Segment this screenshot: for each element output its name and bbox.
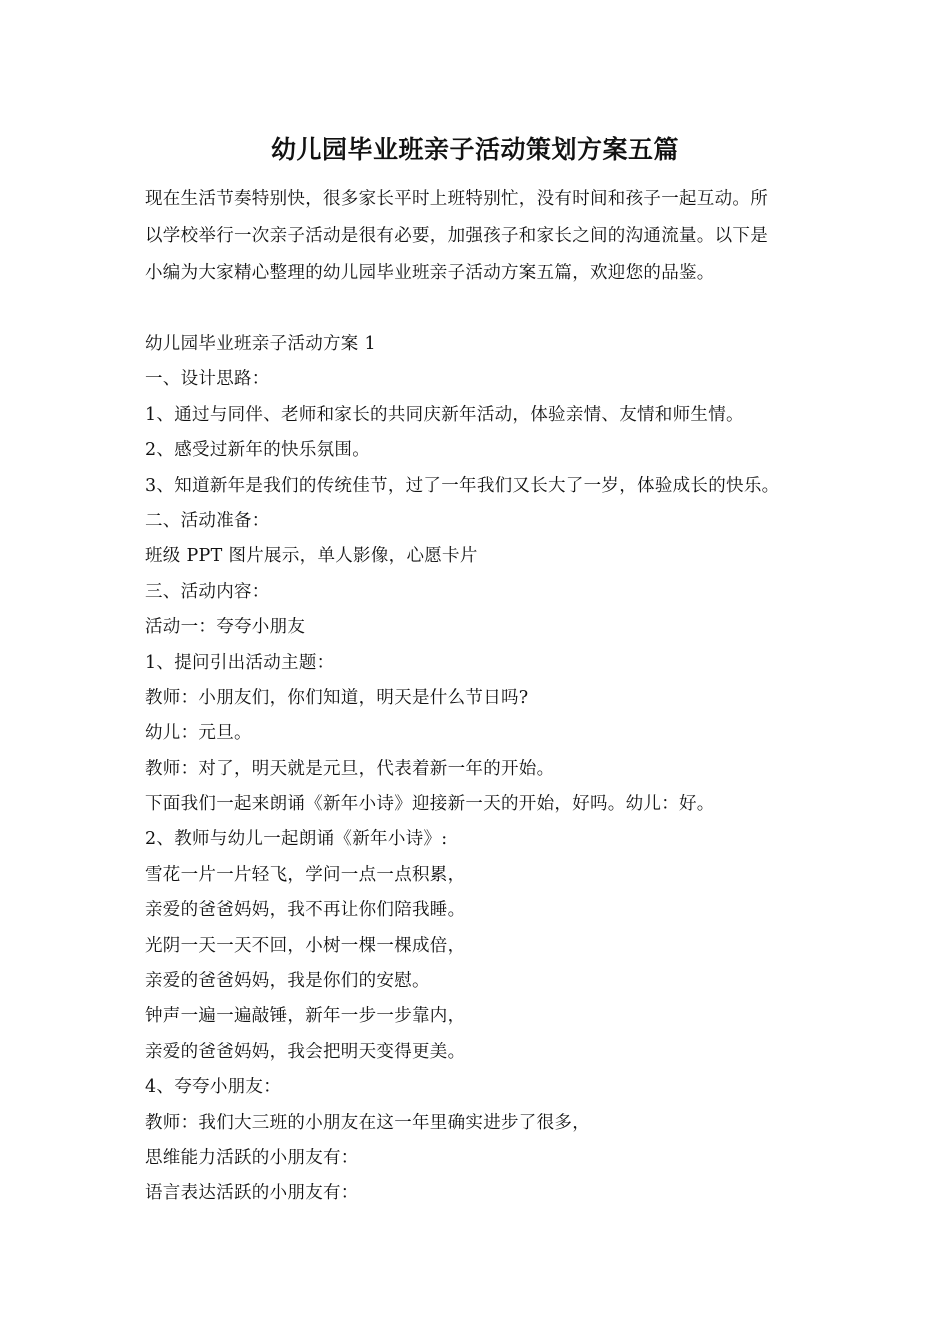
poem-line: 亲爱的爸爸妈妈，我不再让你们陪我睡。 — [145, 900, 466, 921]
body-line: 教师：小朋友们，你们知道，明天是什么节日吗? — [145, 687, 529, 708]
body-line: 语言表达活跃的小朋友有： — [145, 1183, 359, 1204]
body-line: 2、感受过新年的快乐氛围。 — [145, 440, 371, 461]
body-line: 1、通过与同伴、老师和家长的共同庆新年活动，体验亲情、友情和师生情。 — [145, 404, 744, 425]
subsection-heading: 三、活动内容： — [145, 581, 270, 602]
poem-line: 钟声一遍一遍敲锤，新年一步一步靠内， — [145, 1006, 466, 1027]
body-line: 1、提问引出活动主题： — [145, 652, 335, 673]
poem-line: 亲爱的爸爸妈妈，我会把明天变得更美。 — [145, 1041, 466, 1062]
body-line: 思维能力活跃的小朋友有： — [145, 1147, 359, 1168]
intro-line: 以学校举行一次亲子活动是很有必要，加强孩子和家长之间的沟通流量。以下是 — [145, 226, 768, 246]
document-body — [145, 327, 825, 1212]
intro-line: 现在生活节奏特别快，很多家长平时上班特别忙，没有时间和孩子一起互动。所 — [145, 189, 768, 209]
body-line: 教师：对了，明天就是元旦，代表着新一年的开始。 — [145, 758, 555, 779]
body-line: 教师：我们大三班的小朋友在这一年里确实进步了很多， — [145, 1112, 590, 1133]
intro-paragraph — [145, 181, 815, 292]
intro-line: 小编为大家精心整理的幼儿园毕业班亲子活动方案五篇，欢迎您的品鉴。 — [145, 263, 715, 283]
document-title: 幼儿园毕业班亲子活动策划方案五篇 — [270, 135, 679, 164]
body-line: 2、教师与幼儿一起朗诵《新年小诗》: — [145, 829, 448, 850]
poem-line: 光阴一天一天不回，小树一棵一棵成倍， — [145, 935, 466, 956]
subsection-heading: 二、活动准备： — [145, 510, 270, 531]
body-line: 3、知道新年是我们的传统佳节，过了一年我们又长大了一岁，体验成长的快乐。 — [145, 475, 780, 496]
body-line: 班级 PPT 图片展示，单人影像，心愿卡片 — [145, 546, 478, 567]
poem-line: 亲爱的爸爸妈妈，我是你们的安慰。 — [145, 971, 430, 992]
body-line: 4、夸夸小朋友： — [145, 1077, 282, 1098]
poem-line: 雪花一片一片轻飞，学问一点一点积累， — [145, 864, 466, 885]
body-line: 活动一：夸夸小朋友 — [145, 617, 306, 638]
subsection-heading: 一、设计思路： — [145, 369, 270, 390]
section-heading: 幼儿园毕业班亲子活动方案 1 — [145, 334, 376, 354]
body-line: 幼儿：元旦。 — [145, 723, 252, 744]
body-line: 下面我们一起来朗诵《新年小诗》迎接新一天的开始，好吗。幼儿：好。 — [145, 794, 715, 815]
